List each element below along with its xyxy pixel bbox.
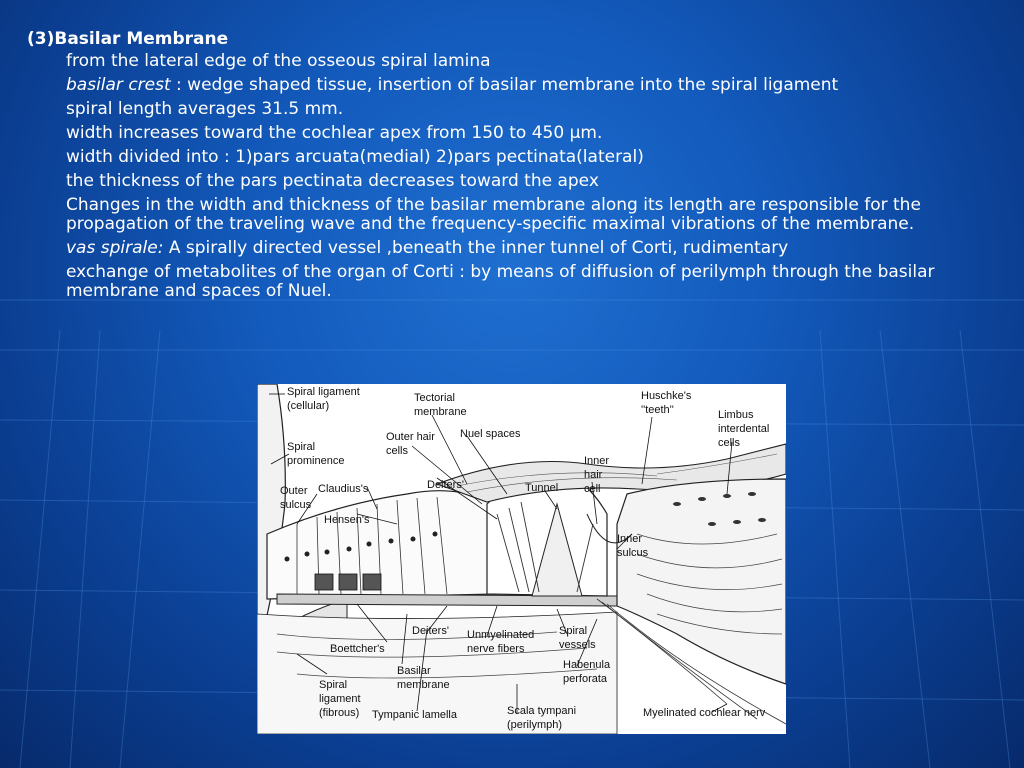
label: Inner bbox=[584, 455, 610, 467]
slide-content bbox=[27, 28, 1002, 306]
bullet-text: Changes in the width and thickness of the basilar membrane along its length are responsible for the propagation of the traveling wave and the frequency-specific maximal vibrations of the membrane. bbox=[66, 195, 921, 234]
label: Deiters' bbox=[412, 625, 449, 637]
label: Inner bbox=[617, 533, 643, 545]
label: membrane bbox=[414, 406, 467, 418]
bullet-text: width increases toward the cochlear apex from 150 to 450 μm. bbox=[66, 123, 603, 143]
bullet-text: spiral length averages 31.5 mm. bbox=[66, 99, 344, 119]
label: Deiters' bbox=[427, 479, 464, 491]
label: Spiral bbox=[559, 625, 588, 637]
label: Habenula bbox=[563, 659, 611, 671]
label: hair bbox=[584, 469, 603, 481]
bullet-body: A spirally directed vessel ,beneath the inner tunnel of Corti, rudimentary bbox=[163, 238, 789, 258]
label: prominence bbox=[287, 455, 345, 467]
label: Basilar bbox=[397, 665, 431, 677]
bullet-text bbox=[66, 239, 1002, 258]
label: Spiral bbox=[319, 679, 348, 691]
label: cells bbox=[386, 445, 409, 457]
label: nerve fibers bbox=[467, 643, 525, 655]
label: Nuel spaces bbox=[460, 428, 521, 440]
label: Boettcher's bbox=[330, 643, 385, 655]
label: cell bbox=[584, 483, 601, 495]
bullet-text: exchange of metabolites of the organ of Corti : by means of diffusion of perilymph through the basilar membrane and spaces of Nuel. bbox=[66, 262, 935, 301]
label: Tunnel bbox=[525, 482, 559, 494]
label: interdental bbox=[718, 423, 770, 435]
label: Scala tympani bbox=[507, 705, 577, 717]
bullet-text: the thickness of the pars pectinata decreases toward the apex bbox=[66, 171, 599, 191]
label: vessels bbox=[559, 639, 596, 651]
label: ''teeth'' bbox=[641, 404, 674, 416]
label: Outer bbox=[280, 485, 308, 497]
label: Unmyelinated bbox=[467, 629, 535, 641]
label: (perilymph) bbox=[507, 719, 563, 731]
label: Huschke's bbox=[641, 390, 692, 402]
bullet-body: : wedge shaped tissue, insertion of basilar membrane into the spiral ligament bbox=[170, 75, 839, 95]
label: sulcus bbox=[280, 499, 312, 511]
label: sulcus bbox=[617, 547, 649, 559]
bullet-text: from the lateral edge of the osseous spiral lamina bbox=[66, 51, 491, 71]
label: (fibrous) bbox=[319, 707, 360, 719]
label: Tympanic lamella bbox=[372, 709, 457, 721]
label: Claudius's bbox=[318, 483, 369, 495]
label: Outer hair bbox=[386, 431, 435, 443]
label: Hensen's bbox=[324, 514, 370, 526]
bullet-term: basilar crest bbox=[66, 75, 171, 95]
bullet-term: vas spirale: bbox=[66, 238, 164, 258]
bullet-text: width divided into : 1)pars arcuata(medial) 2)pars pectinata(lateral) bbox=[66, 147, 644, 167]
label: Spiral bbox=[287, 441, 316, 453]
label: ligament bbox=[319, 693, 361, 705]
diagram-drawing bbox=[257, 384, 786, 734]
label: cells bbox=[718, 437, 741, 449]
label: membrane bbox=[397, 679, 450, 691]
bullet-text bbox=[66, 76, 1002, 95]
label: Myelinated cochlear nerv bbox=[643, 707, 766, 719]
label: perforata bbox=[563, 673, 608, 685]
label: Spiral ligament bbox=[287, 386, 360, 398]
label: (cellular) bbox=[287, 400, 330, 412]
label: Tectorial bbox=[414, 392, 455, 404]
label: Limbus bbox=[718, 409, 754, 421]
slide-title: (3)Basilar Membrane bbox=[27, 29, 229, 49]
organ-of-corti-diagram bbox=[257, 384, 786, 734]
